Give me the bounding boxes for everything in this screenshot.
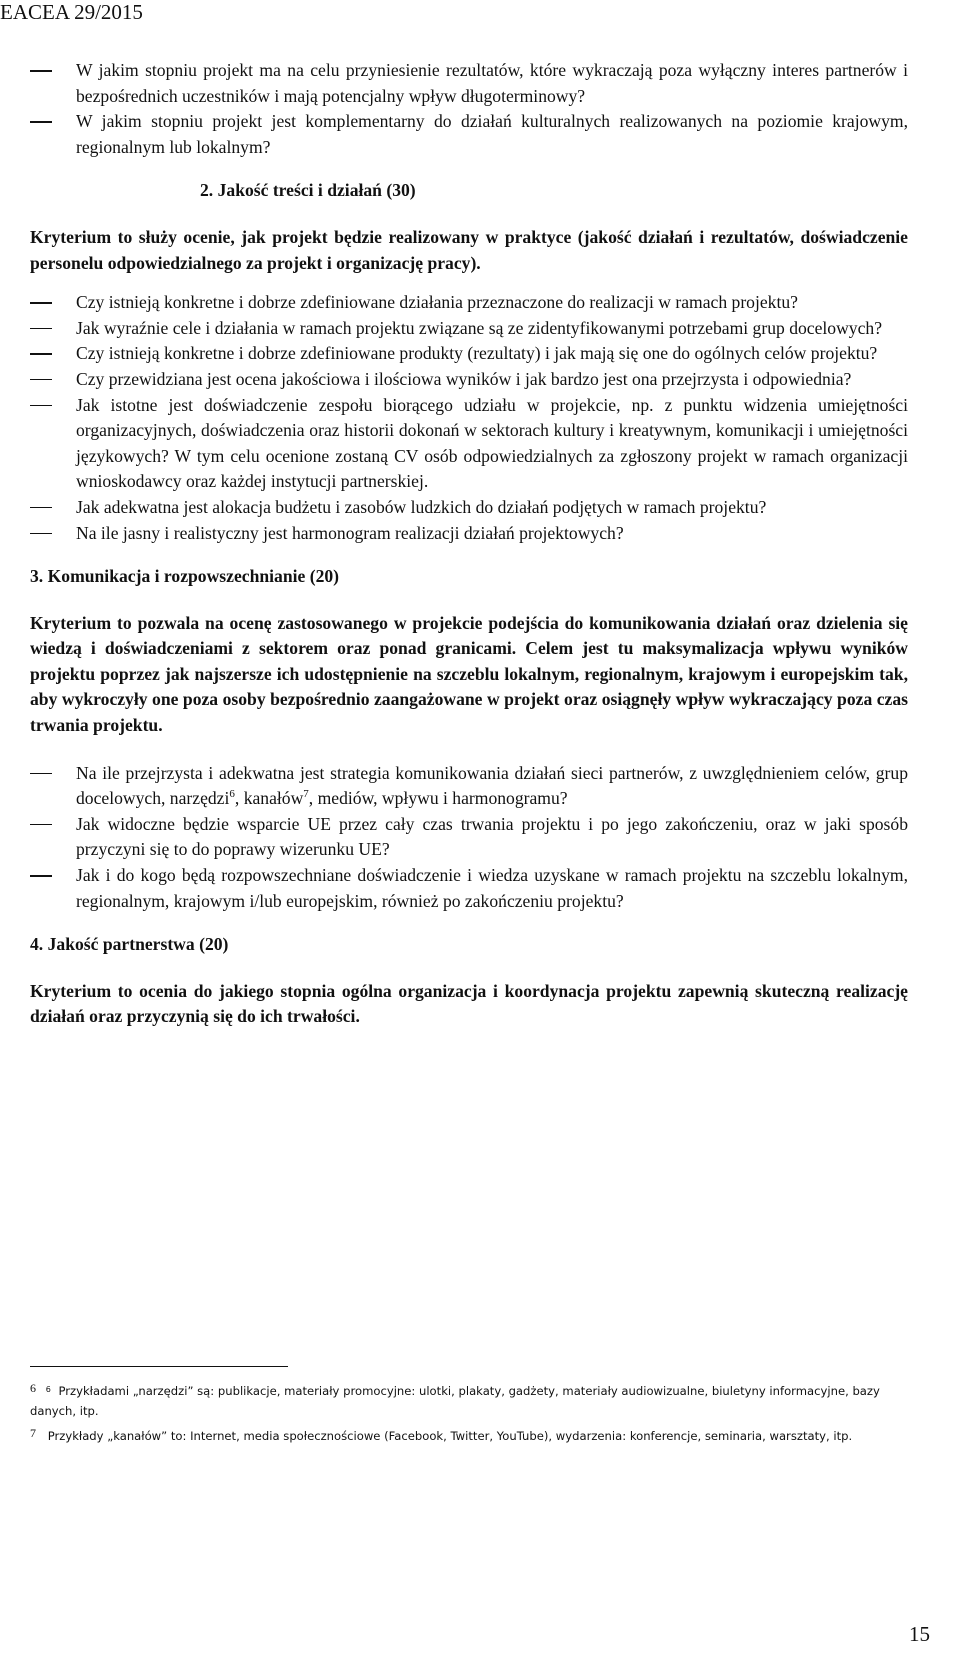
list-item: Jak wyraźnie cele i działania w ramach projektu związane są ze zidentyfikowanymi potrzebami grup docelowych? (30, 316, 908, 342)
section-3-list (30, 761, 908, 915)
list-item: W jakim stopniu projekt jest komplementarny do działań kulturalnych realizowanych na poziomie krajowym, regionalnym lub lokalnym? (30, 109, 908, 160)
list-item: Jak i do kogo będą rozpowszechniane doświadczenie i wiedza uzyskane w ramach projektu na szczeblu lokalnym, regionalnym, krajowym i/lub europejskim, również po zakończeniu projektu? (30, 863, 908, 914)
footnote-6: 6 $^6$ Przykładami „narzędzi” są: publikacje, materiały promocyjne: ulotki, plakaty, gadżety, materiały audiowizualne, biuletyny informacyjne, bazy danych, itp. (30, 1381, 880, 1418)
list-item: Czy przewidziana jest ocena jakościowa i ilościowa wyników i jak bardzo jest ona przejrzysta i odpowiednia? (30, 367, 908, 393)
dash-icon (30, 824, 52, 826)
dash-icon (30, 379, 52, 381)
dash-icon (30, 70, 52, 72)
dash-icon (30, 773, 52, 775)
section-3-description: Kryterium to pozwala na ocenę zastosowanego w projekcie podejścia do komunikowania działań oraz dzielenia się wiedzą i doświadczeniami z sektorem oraz ponad granicami. Celem jest tu maksymalizacja wpływu wyników projektu poprzez jak najszersze ich udostępnienie na szczeblu lokalnym, regionalnym, krajowym i europejskim tak, aby wykroczyły one poza osoby bezpośrednio zaangażowane w projekt oraz osiągnęły wpływ wykraczający poza czas trwania projektu. (30, 612, 908, 736)
dash-icon (30, 302, 52, 304)
footnote-ref-6[interactable]: 6 (229, 788, 235, 801)
footnote-ref-7[interactable]: 7 (303, 788, 309, 801)
section-2-list (30, 290, 908, 546)
page-number: 15 (909, 1622, 930, 1646)
dash-icon (30, 121, 52, 123)
list-item: Na ile jasny i realistyczny jest harmonogram realizacji działań projektowych? (30, 521, 908, 547)
section-title-2: 2. Jakość treści i działań (30) (200, 180, 416, 201)
footnote-divider (30, 1366, 288, 1367)
list-item: Jak istotne jest doświadczenie zespołu biorącego udziału w projekcie, np. z punktu widzenia umiejętności organizacyjnych, doświadczenia oraz historii dokonań w sektorach kultury i kreatywnym, komunikacji i umiejętności językowych? W tym celu ocenione zostaną CV osób odpowiedzialnych za zgłoszony projekt w ramach organizacji wnioskodawcy oraz każdej instytucji partnerskiej. (30, 393, 908, 495)
dash-icon (30, 328, 52, 330)
section-title-3: 3. Komunikacja i rozpowszechnianie (20) (30, 566, 340, 587)
list-item: Czy istnieją konkretne i dobrze zdefiniowane działania przeznaczone do realizacji w ramach projektu? (30, 290, 908, 316)
dash-icon (30, 353, 52, 355)
dash-icon (30, 405, 52, 407)
footnotes (30, 1378, 908, 1446)
dash-icon (30, 875, 52, 877)
footnote-7: 7 Przykłady „kanałów” to: Internet, media społecznościowe (Facebook, Twitter, YouTube), wydarzenia: konferencje, seminaria, warsztaty, itp. (30, 1426, 853, 1443)
section-2-description: Kryterium to służy ocenie, jak projekt będzie realizowany w praktyce (jakość działań i rezultatów, doświadczenie personelu odpowiedzialnego za projekt i organizację pracy). (30, 226, 908, 273)
page-content (30, 58, 908, 1030)
list-item: Jak widoczne będzie wsparcie UE przez cały czas trwania projektu i po jego zakończeniu, oraz w jaki sposób przyczyni się to do poprawy wizerunku UE? (30, 812, 908, 863)
list-item: W jakim stopniu projekt ma na celu przyniesienie rezultatów, które wykraczają poza wyłączny interes partnerów i bezpośrednich uczestników i mają potencjalny wpływ długoterminowy? (30, 58, 908, 109)
intro-list (30, 58, 908, 160)
list-item: Jak adekwatna jest alokacja budżetu i zasobów ludzkich do działań podjętych w ramach projektu? (30, 495, 908, 521)
section-title-4: 4. Jakość partnerstwa (20) (30, 934, 229, 955)
document-header: EACEA 29/2015 (0, 0, 143, 24)
list-item: Na ile przejrzysta i adekwatna jest strategia komunikowania działań sieci partnerów, z uwzględnieniem celów, grup docelowych, narzędzi$^6$, kanałów$^7$, mediów, wpływu i harmonogramu? (30, 761, 908, 812)
list-item: Czy istnieją konkretne i dobrze zdefiniowane produkty (rezultaty) i jak mają się one do ogólnych celów projektu? (30, 341, 908, 367)
dash-icon (30, 507, 52, 509)
section-4-description: Kryterium to ocenia do jakiego stopnia ogólna organizacja i koordynacja projektu zapewnią skuteczną realizację działań oraz przyczynią się do ich trwałości. (30, 980, 908, 1027)
dash-icon (30, 533, 52, 535)
